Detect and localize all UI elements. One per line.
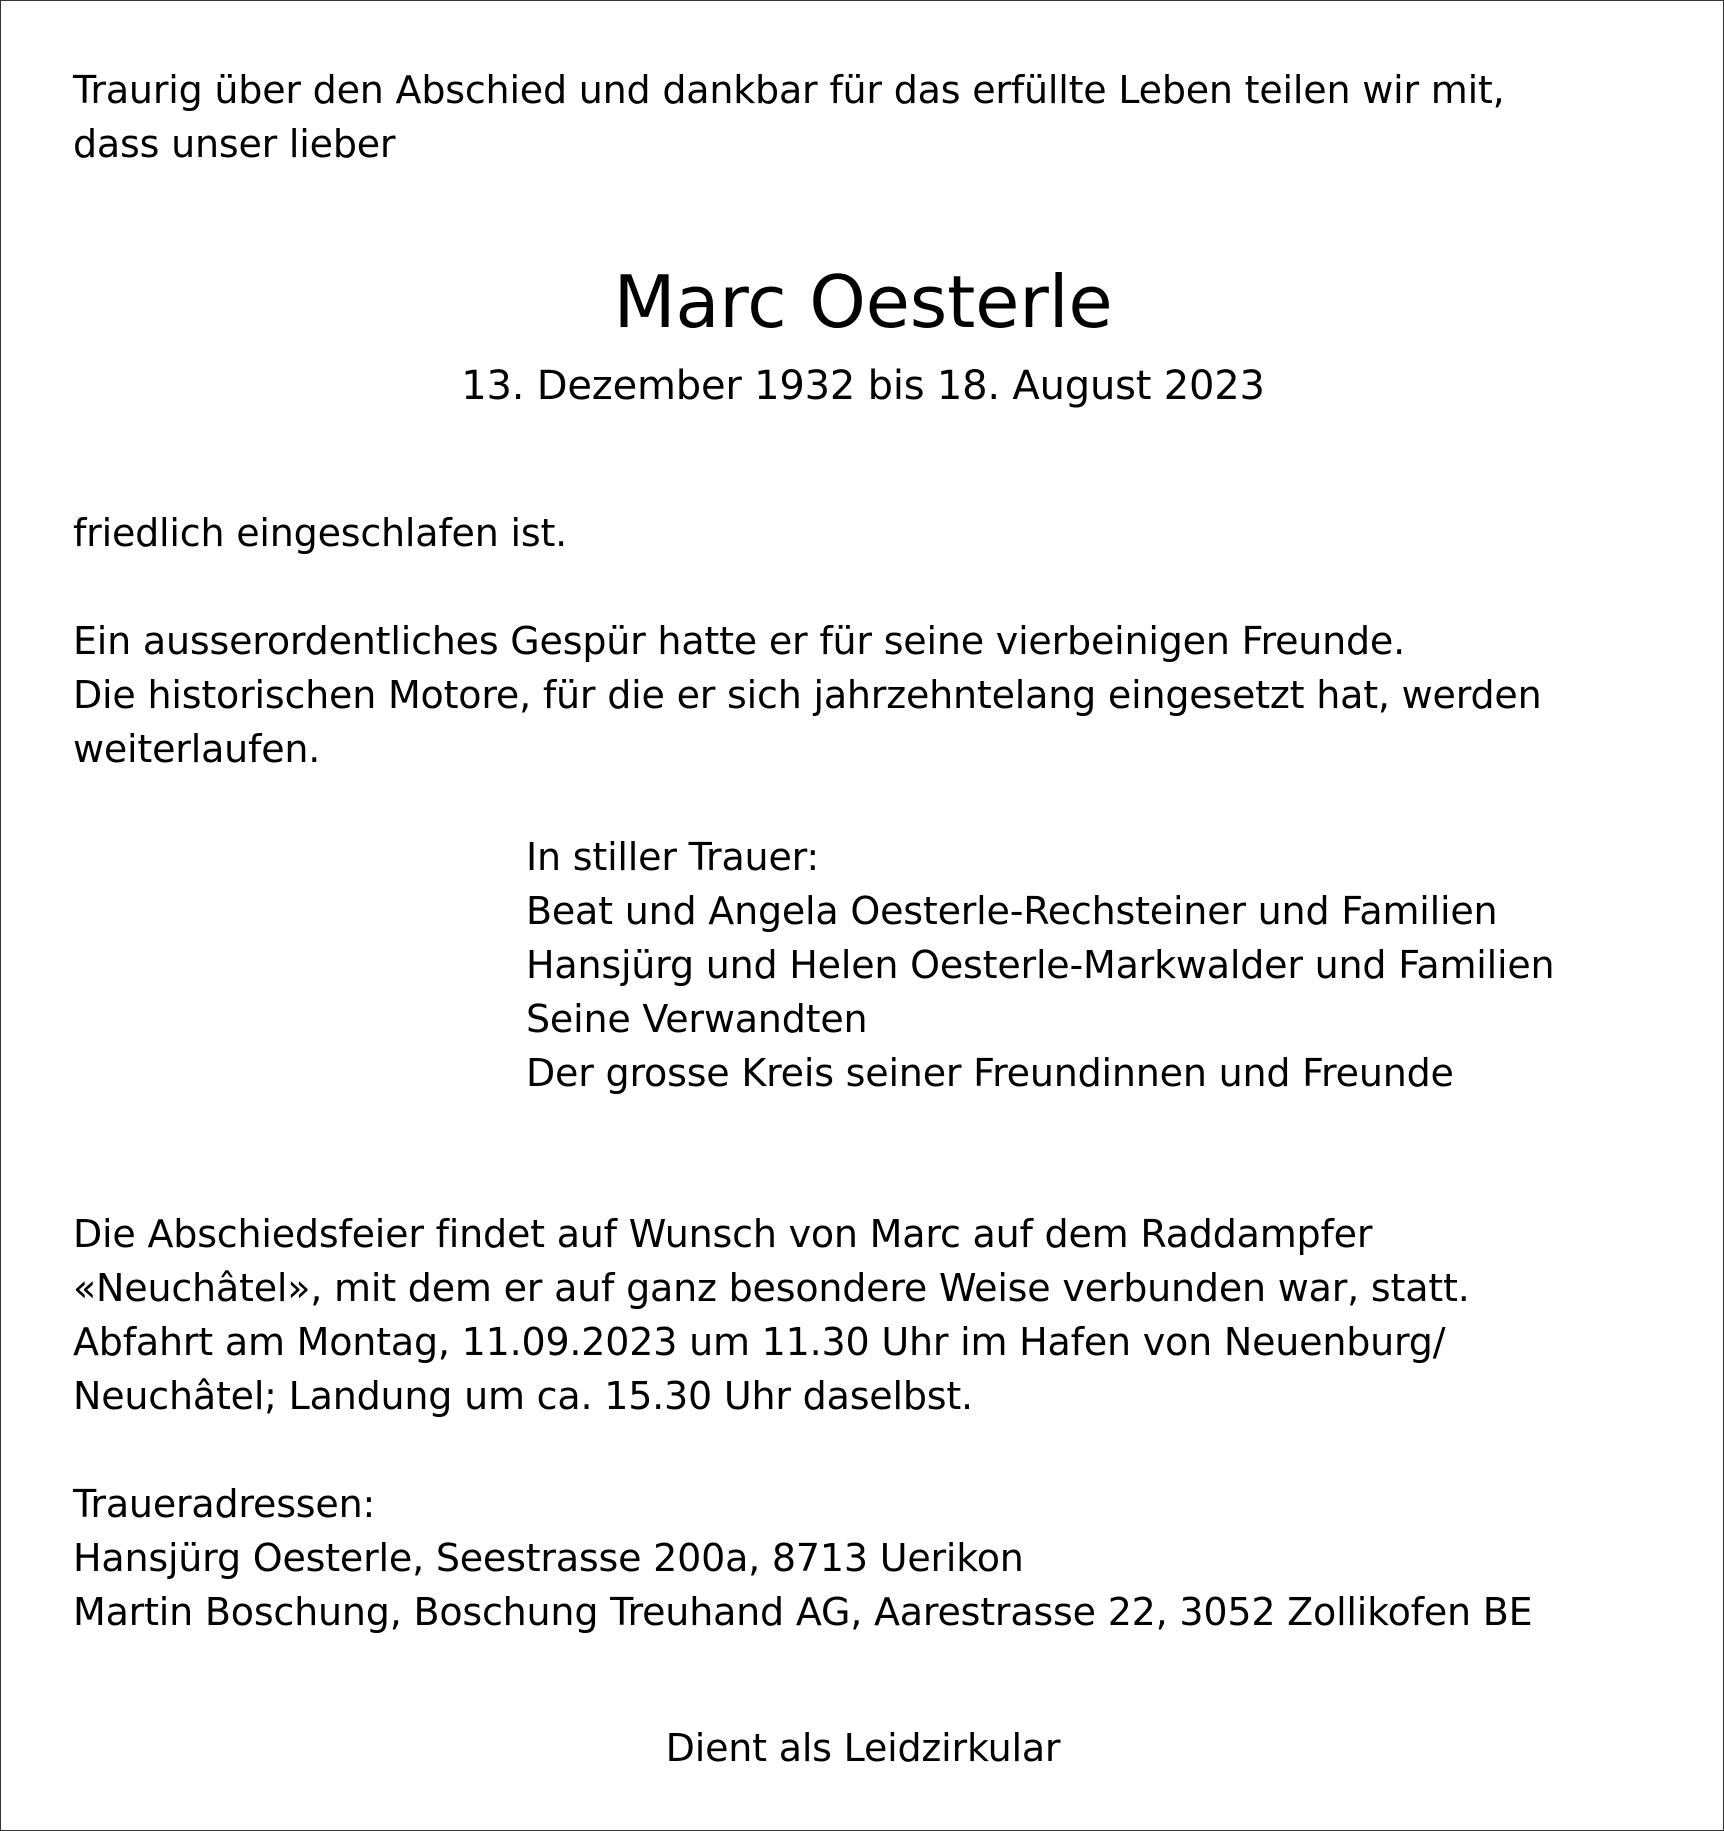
- mourner-line: Hansjürg und Helen Oesterle-Markwalder und Familien: [526, 943, 1555, 987]
- intro-line-1: Traurig über den Abschied und dankbar für das erfüllte Leben teilen wir mit,: [73, 68, 1505, 112]
- mourners-heading: In stiller Trauer:: [526, 835, 819, 879]
- ceremony-line-3: Abfahrt am Montag, 11.09.2023 um 11.30 Uhr im Hafen von Neuenburg/: [73, 1320, 1446, 1364]
- intro-line-2: dass unser lieber: [73, 122, 396, 166]
- address-line: Hansjürg Oesterle, Seestrasse 200a, 8713 Uerikon: [73, 1536, 1024, 1580]
- life-dates: 13. Dezember 1932 bis 18. August 2023: [461, 363, 1265, 409]
- mourner-line: Der grosse Kreis seiner Freundinnen und Freunde: [526, 1051, 1454, 1095]
- mourner-line: Beat und Angela Oesterle-Rechsteiner und Familien: [526, 889, 1498, 933]
- tribute-line-1: Ein ausserordentliches Gespür hatte er für seine vierbeinigen Freunde.: [73, 619, 1405, 663]
- address-line: Martin Boschung, Boschung Treuhand AG, Aarestrasse 22, 3052 Zollikofen BE: [73, 1590, 1533, 1634]
- passed-away-line: friedlich eingeschlafen ist.: [73, 511, 568, 555]
- tribute-line-3: weiterlaufen.: [73, 727, 321, 771]
- footer-note: Dient als Leidzirkular: [665, 1726, 1061, 1770]
- addresses-heading: Traueradressen:: [73, 1482, 376, 1526]
- mourner-line: Seine Verwandten: [526, 997, 868, 1041]
- ceremony-line-1: Die Abschiedsfeier findet auf Wunsch von Marc auf dem Raddampfer: [73, 1212, 1373, 1256]
- tribute-line-2: Die historischen Motore, für die er sich jahrzehntelang eingesetzt hat, werden: [73, 673, 1542, 717]
- ceremony-line-4: Neuchâtel; Landung um ca. 15.30 Uhr daselbst.: [73, 1374, 973, 1418]
- deceased-name: Marc Oesterle: [613, 260, 1113, 344]
- ceremony-line-2: «Neuchâtel», mit dem er auf ganz besondere Weise verbunden war, statt.: [73, 1266, 1470, 1310]
